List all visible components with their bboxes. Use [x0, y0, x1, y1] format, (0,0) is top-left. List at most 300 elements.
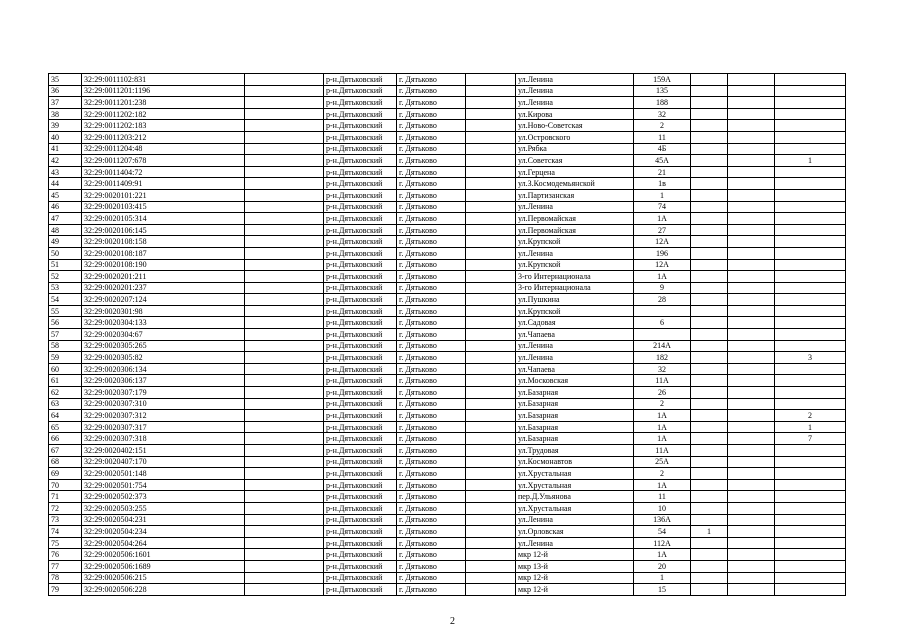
cell-row-number: 56 [49, 317, 82, 329]
cell-cadastral-number: 32:29:0011404:72 [82, 166, 245, 178]
cell-col-9 [691, 178, 728, 190]
cell-cadastral-number: 32:29:0020504:264 [82, 537, 245, 549]
cell-empty-col-6 [466, 282, 516, 294]
cell-city: г. Дятьково [397, 421, 466, 433]
cell-city: г. Дятьково [397, 363, 466, 375]
cell-empty-col-6 [466, 410, 516, 422]
cell-district: р-н.Дятьковский [324, 108, 397, 120]
cell-row-number: 37 [49, 97, 82, 109]
cell-cadastral-number: 32:29:0020307:310 [82, 398, 245, 410]
cell-district: р-н.Дятьковский [324, 305, 397, 317]
cell-empty-col-3 [245, 294, 324, 306]
cell-col-9 [691, 305, 728, 317]
cell-street: мкр 12-й [516, 572, 634, 584]
table-row [49, 317, 846, 329]
cell-empty-col-3 [245, 166, 324, 178]
cell-empty-col-3 [245, 271, 324, 283]
cell-street: ул.Садовая [516, 317, 634, 329]
cell-district: р-н.Дятьковский [324, 375, 397, 387]
cell-cadastral-number: 32:29:0011201:1196 [82, 85, 245, 97]
cell-cadastral-number: 32:29:0020304:133 [82, 317, 245, 329]
cell-col-10 [728, 410, 775, 422]
cell-city: г. Дятьково [397, 410, 466, 422]
cell-empty-col-6 [466, 433, 516, 445]
cell-district: р-н.Дятьковский [324, 178, 397, 190]
cell-col-9 [691, 213, 728, 225]
cell-row-number: 50 [49, 247, 82, 259]
cell-col-10 [728, 433, 775, 445]
cell-col-10 [728, 340, 775, 352]
cell-street: ул.Кирова [516, 108, 634, 120]
cell-col-11 [775, 108, 846, 120]
cell-col-9 [691, 421, 728, 433]
cell-col-10 [728, 294, 775, 306]
cell-col-11: 1 [775, 155, 846, 167]
cell-street: ул.Пушкина [516, 294, 634, 306]
cell-city: г. Дятьково [397, 560, 466, 572]
cell-col-11 [775, 120, 846, 132]
cell-street: ул.Герцена [516, 166, 634, 178]
table-row [49, 131, 846, 143]
cell-empty-col-3 [245, 97, 324, 109]
cell-district: р-н.Дятьковский [324, 236, 397, 248]
cell-col-11 [775, 398, 846, 410]
table-row [49, 375, 846, 387]
cell-row-number: 65 [49, 421, 82, 433]
cell-house-number: 196 [634, 247, 691, 259]
table-row [49, 108, 846, 120]
cell-cadastral-number: 32:29:0020301:98 [82, 305, 245, 317]
cell-house-number: 136А [634, 514, 691, 526]
cell-district: р-н.Дятьковский [324, 421, 397, 433]
table-row [49, 537, 846, 549]
cell-col-11 [775, 456, 846, 468]
cell-empty-col-6 [466, 502, 516, 514]
table-row [49, 514, 846, 526]
cell-street: ул.Чапаева [516, 363, 634, 375]
cell-col-11 [775, 74, 846, 86]
cell-house-number: 1А [634, 213, 691, 225]
cell-house-number: 2 [634, 120, 691, 132]
cell-col-9 [691, 363, 728, 375]
cell-house-number: 9 [634, 282, 691, 294]
table-row [49, 247, 846, 259]
cell-row-number: 51 [49, 259, 82, 271]
cell-city: г. Дятьково [397, 387, 466, 399]
cell-col-11 [775, 526, 846, 538]
cell-col-10 [728, 236, 775, 248]
cell-street: ул.Базарная [516, 421, 634, 433]
cell-col-11 [775, 259, 846, 271]
cell-cadastral-number: 32:29:0020503:255 [82, 502, 245, 514]
cell-empty-col-3 [245, 352, 324, 364]
cell-col-10 [728, 259, 775, 271]
cell-empty-col-3 [245, 85, 324, 97]
cell-empty-col-3 [245, 549, 324, 561]
cell-house-number: 28 [634, 294, 691, 306]
cell-street: ул.Московская [516, 375, 634, 387]
table-row [49, 259, 846, 271]
cell-cadastral-number: 32:29:0020407:170 [82, 456, 245, 468]
cell-empty-col-6 [466, 468, 516, 480]
cell-empty-col-6 [466, 398, 516, 410]
cell-col-10 [728, 213, 775, 225]
cell-district: р-н.Дятьковский [324, 74, 397, 86]
cell-col-9 [691, 410, 728, 422]
table-row [49, 433, 846, 445]
cell-district: р-н.Дятьковский [324, 445, 397, 457]
cell-city: г. Дятьково [397, 224, 466, 236]
cell-col-11: 3 [775, 352, 846, 364]
cell-col-10 [728, 584, 775, 596]
cell-col-11 [775, 491, 846, 503]
cell-col-10 [728, 189, 775, 201]
cell-row-number: 75 [49, 537, 82, 549]
cell-row-number: 66 [49, 433, 82, 445]
cell-empty-col-3 [245, 468, 324, 480]
cell-col-10 [728, 479, 775, 491]
cell-district: р-н.Дятьковский [324, 526, 397, 538]
cell-city: г. Дятьково [397, 352, 466, 364]
cell-city: г. Дятьково [397, 317, 466, 329]
cell-empty-col-6 [466, 445, 516, 457]
cell-house-number: 4Б [634, 143, 691, 155]
cell-house-number: 6 [634, 317, 691, 329]
table-row [49, 572, 846, 584]
cell-cadastral-number: 32:29:0020306:134 [82, 363, 245, 375]
cell-street: ул.Ново-Советская [516, 120, 634, 132]
cell-house-number: 20 [634, 560, 691, 572]
cell-empty-col-6 [466, 189, 516, 201]
cell-house-number: 11А [634, 375, 691, 387]
cell-row-number: 48 [49, 224, 82, 236]
cell-empty-col-6 [466, 166, 516, 178]
cell-district: р-н.Дятьковский [324, 479, 397, 491]
cell-street: пер.Д.Ульянова [516, 491, 634, 503]
cell-col-9 [691, 514, 728, 526]
cell-cadastral-number: 32:29:0011203:212 [82, 131, 245, 143]
cell-empty-col-3 [245, 247, 324, 259]
cell-col-9 [691, 166, 728, 178]
cell-col-9 [691, 97, 728, 109]
cell-empty-col-6 [466, 479, 516, 491]
cell-col-9 [691, 108, 728, 120]
cell-city: г. Дятьково [397, 514, 466, 526]
cell-col-9 [691, 387, 728, 399]
cell-cadastral-number: 32:29:0020506:1689 [82, 560, 245, 572]
cell-row-number: 57 [49, 329, 82, 341]
cell-empty-col-6 [466, 456, 516, 468]
cell-city: г. Дятьково [397, 305, 466, 317]
cell-empty-col-6 [466, 294, 516, 306]
cell-empty-col-6 [466, 375, 516, 387]
cell-house-number: 1в [634, 178, 691, 190]
cell-cadastral-number: 32:29:0020108:187 [82, 247, 245, 259]
cell-empty-col-6 [466, 131, 516, 143]
cell-street: ул.Островского [516, 131, 634, 143]
cell-street: ул.З.Космодемьянской [516, 178, 634, 190]
cell-col-11 [775, 329, 846, 341]
cell-col-11: 7 [775, 433, 846, 445]
cell-row-number: 61 [49, 375, 82, 387]
cell-cadastral-number: 32:29:0020103:415 [82, 201, 245, 213]
cell-empty-col-3 [245, 340, 324, 352]
cell-col-10 [728, 120, 775, 132]
cell-city: г. Дятьково [397, 537, 466, 549]
cell-cadastral-number: 32:29:0011202:183 [82, 120, 245, 132]
cell-house-number: 26 [634, 387, 691, 399]
cell-street: ул.Хрустальная [516, 479, 634, 491]
cell-street: мкр 13-й [516, 560, 634, 572]
cell-street: ул.Крупской [516, 236, 634, 248]
cell-col-9 [691, 329, 728, 341]
cell-row-number: 67 [49, 445, 82, 457]
cell-house-number: 32 [634, 108, 691, 120]
cell-row-number: 36 [49, 85, 82, 97]
cell-col-9 [691, 201, 728, 213]
table-row [49, 502, 846, 514]
cell-house-number: 1А [634, 410, 691, 422]
cell-street: ул.Партизанская [516, 189, 634, 201]
cell-house-number: 159А [634, 74, 691, 86]
cell-cadastral-number: 32:29:0020106:145 [82, 224, 245, 236]
cell-col-9 [691, 572, 728, 584]
table-row [49, 560, 846, 572]
cell-empty-col-6 [466, 317, 516, 329]
cell-col-10 [728, 85, 775, 97]
cell-cadastral-number: 32:29:0020304:67 [82, 329, 245, 341]
cell-house-number: 32 [634, 363, 691, 375]
cell-house-number: 11 [634, 131, 691, 143]
cell-col-9 [691, 398, 728, 410]
cell-city: г. Дятьково [397, 271, 466, 283]
cell-col-10 [728, 491, 775, 503]
cell-city: г. Дятьково [397, 445, 466, 457]
cell-city: г. Дятьково [397, 201, 466, 213]
table-row [49, 398, 846, 410]
table-row [49, 468, 846, 480]
cell-city: г. Дятьково [397, 502, 466, 514]
cell-row-number: 78 [49, 572, 82, 584]
table-row [49, 294, 846, 306]
cell-district: р-н.Дятьковский [324, 584, 397, 596]
cell-col-9 [691, 584, 728, 596]
cell-col-10 [728, 305, 775, 317]
cell-city: г. Дятьково [397, 294, 466, 306]
cell-house-number: 54 [634, 526, 691, 538]
table-row [49, 189, 846, 201]
cell-col-11 [775, 201, 846, 213]
cell-col-11: 1 [775, 421, 846, 433]
cell-col-10 [728, 421, 775, 433]
cell-col-10 [728, 74, 775, 86]
cell-street: ул.Чапаева [516, 329, 634, 341]
cell-street: ул.Хрустальная [516, 468, 634, 480]
table-row [49, 178, 846, 190]
cell-row-number: 54 [49, 294, 82, 306]
cell-empty-col-3 [245, 433, 324, 445]
cell-row-number: 35 [49, 74, 82, 86]
cell-empty-col-6 [466, 584, 516, 596]
cell-city: г. Дятьково [397, 189, 466, 201]
cell-row-number: 68 [49, 456, 82, 468]
cell-empty-col-6 [466, 491, 516, 503]
cell-col-10 [728, 201, 775, 213]
cell-row-number: 63 [49, 398, 82, 410]
cell-cadastral-number: 32:29:0020307:317 [82, 421, 245, 433]
cell-col-11 [775, 143, 846, 155]
cell-city: г. Дятьково [397, 247, 466, 259]
cell-row-number: 59 [49, 352, 82, 364]
cell-empty-col-3 [245, 421, 324, 433]
cell-row-number: 70 [49, 479, 82, 491]
cell-empty-col-3 [245, 479, 324, 491]
cell-cadastral-number: 32:29:0020504:231 [82, 514, 245, 526]
cell-col-11 [775, 537, 846, 549]
table-row [49, 155, 846, 167]
cell-district: р-н.Дятьковский [324, 294, 397, 306]
cell-empty-col-6 [466, 352, 516, 364]
cell-empty-col-6 [466, 572, 516, 584]
cell-cadastral-number: 32:29:0020108:158 [82, 236, 245, 248]
cell-col-11 [775, 166, 846, 178]
cell-col-11 [775, 189, 846, 201]
cell-city: г. Дятьково [397, 74, 466, 86]
cell-cadastral-number: 32:29:0020307:318 [82, 433, 245, 445]
cell-house-number: 2 [634, 468, 691, 480]
cell-cadastral-number: 32:29:0020506:1601 [82, 549, 245, 561]
cell-house-number: 135 [634, 85, 691, 97]
cell-col-11 [775, 271, 846, 283]
cell-cadastral-number: 32:29:0011102:831 [82, 74, 245, 86]
cell-city: г. Дятьково [397, 213, 466, 225]
cell-cadastral-number: 32:29:0020504:234 [82, 526, 245, 538]
cell-street: ул.Базарная [516, 433, 634, 445]
table-row [49, 329, 846, 341]
cell-cadastral-number: 32:29:0011204:48 [82, 143, 245, 155]
cell-col-9 [691, 317, 728, 329]
cell-col-9 [691, 479, 728, 491]
cell-cadastral-number: 32:29:0020305:265 [82, 340, 245, 352]
cell-col-10 [728, 445, 775, 457]
table-row [49, 340, 846, 352]
cell-col-11 [775, 131, 846, 143]
cell-empty-col-3 [245, 584, 324, 596]
cell-empty-col-6 [466, 421, 516, 433]
table-row [49, 166, 846, 178]
cell-col-10 [728, 97, 775, 109]
cell-empty-col-6 [466, 305, 516, 317]
cell-row-number: 52 [49, 271, 82, 283]
cell-row-number: 76 [49, 549, 82, 561]
cell-col-10 [728, 456, 775, 468]
cell-col-11 [775, 560, 846, 572]
cell-cadastral-number: 32:29:0020506:228 [82, 584, 245, 596]
cell-col-11 [775, 294, 846, 306]
table-row [49, 491, 846, 503]
cell-col-11 [775, 305, 846, 317]
cell-city: г. Дятьково [397, 85, 466, 97]
cell-street: ул.Ленина [516, 201, 634, 213]
cell-col-10 [728, 155, 775, 167]
cell-row-number: 55 [49, 305, 82, 317]
cell-empty-col-6 [466, 537, 516, 549]
cell-cadastral-number: 32:29:0020506:215 [82, 572, 245, 584]
cell-empty-col-3 [245, 155, 324, 167]
cell-city: г. Дятьково [397, 143, 466, 155]
cell-district: р-н.Дятьковский [324, 410, 397, 422]
cell-house-number: 74 [634, 201, 691, 213]
table-row [49, 224, 846, 236]
cell-col-11 [775, 479, 846, 491]
cell-col-9 [691, 537, 728, 549]
cell-empty-col-3 [245, 120, 324, 132]
cell-district: р-н.Дятьковский [324, 363, 397, 375]
cell-district: р-н.Дятьковский [324, 189, 397, 201]
cell-cadastral-number: 32:29:0020101:221 [82, 189, 245, 201]
cell-empty-col-6 [466, 143, 516, 155]
cell-col-9 [691, 502, 728, 514]
cell-empty-col-6 [466, 108, 516, 120]
cell-district: р-н.Дятьковский [324, 224, 397, 236]
cell-street: ул.Космонавтов [516, 456, 634, 468]
cell-row-number: 64 [49, 410, 82, 422]
cell-district: р-н.Дятьковский [324, 433, 397, 445]
cell-district: р-н.Дятьковский [324, 549, 397, 561]
cell-street: ул.Ленина [516, 537, 634, 549]
cell-col-11 [775, 317, 846, 329]
cell-cadastral-number: 32:29:0020105:314 [82, 213, 245, 225]
cell-empty-col-6 [466, 340, 516, 352]
table-row [49, 456, 846, 468]
cell-house-number [634, 305, 691, 317]
cell-empty-col-6 [466, 201, 516, 213]
cell-street: ул.Ленина [516, 514, 634, 526]
cell-house-number: 11А [634, 445, 691, 457]
cell-empty-col-3 [245, 74, 324, 86]
cell-street: ул.Первомайская [516, 224, 634, 236]
cell-empty-col-3 [245, 491, 324, 503]
cell-street: ул.Ленина [516, 85, 634, 97]
cell-col-10 [728, 166, 775, 178]
cell-cadastral-number: 32:29:0020306:137 [82, 375, 245, 387]
cell-city: г. Дятьково [397, 549, 466, 561]
cell-city: г. Дятьково [397, 178, 466, 190]
cell-district: р-н.Дятьковский [324, 85, 397, 97]
cell-empty-col-6 [466, 271, 516, 283]
cell-district: р-н.Дятьковский [324, 340, 397, 352]
cell-empty-col-3 [245, 329, 324, 341]
cell-col-10 [728, 143, 775, 155]
cell-col-11 [775, 514, 846, 526]
cell-col-9 [691, 456, 728, 468]
cell-street: ул.Ленина [516, 97, 634, 109]
cell-col-11 [775, 178, 846, 190]
cell-house-number: 182 [634, 352, 691, 364]
cell-empty-col-6 [466, 560, 516, 572]
cell-cadastral-number: 32:29:0020201:211 [82, 271, 245, 283]
cell-district: р-н.Дятьковский [324, 329, 397, 341]
cell-city: г. Дятьково [397, 236, 466, 248]
cell-empty-col-3 [245, 363, 324, 375]
cell-city: г. Дятьково [397, 433, 466, 445]
cell-house-number: 10 [634, 502, 691, 514]
cell-empty-col-3 [245, 317, 324, 329]
cell-row-number: 62 [49, 387, 82, 399]
cell-street: ул.Ленина [516, 352, 634, 364]
cell-house-number: 12А [634, 236, 691, 248]
cell-street: ул.Советская [516, 155, 634, 167]
